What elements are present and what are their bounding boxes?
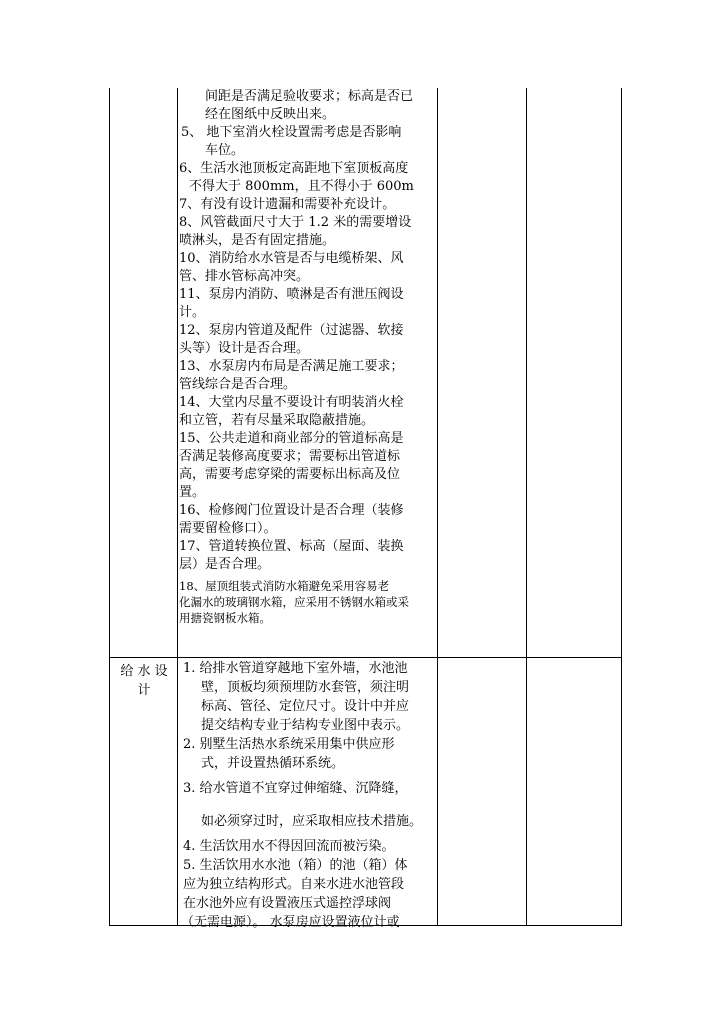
list-item: 10、消防给水水管是否与电缆桥架、风 bbox=[179, 251, 404, 266]
list-item: 14、大堂内尽量不要设计有明装消火栓 bbox=[179, 395, 404, 410]
list-item: 喷淋头，是否有固定措施。 bbox=[179, 233, 336, 248]
table-border-right bbox=[621, 88, 622, 926]
list-item: 8、风管截面尺寸大于 1.2 米的需要增设 bbox=[179, 215, 412, 230]
list-item: 17、管道转换位置、标高（屋面、装换 bbox=[179, 539, 404, 554]
list-item: 2. 别墅生活热水系统采用集中供应形 bbox=[183, 737, 395, 752]
list-item: 应为独立结构形式。自来水进水池管段 bbox=[183, 877, 405, 892]
list-item: 在水池外应有设置液压式遥控浮球阀 bbox=[183, 896, 392, 911]
list-item: 管线综合是否合理。 bbox=[179, 377, 297, 392]
list-item: 壁，顶板均须预埋防水套管，须注明 bbox=[201, 680, 410, 695]
review-items-cell bbox=[179, 88, 437, 626]
list-item: 置。 bbox=[179, 485, 206, 500]
category-label bbox=[111, 662, 177, 700]
list-item: 如必须穿过时，应采取相应技术措施。 bbox=[201, 814, 423, 829]
list-item: 管、排水管标高冲突。 bbox=[179, 269, 310, 284]
list-item: 车位。 bbox=[205, 143, 245, 158]
list-item: 式，并设置热循环系统。 bbox=[201, 756, 345, 771]
list-item: 用搪瓷钢板水箱。 bbox=[179, 611, 271, 625]
list-item: 3. 给水管道不宜穿过伸缩缝、沉降缝， bbox=[183, 781, 408, 796]
table-column-divider bbox=[437, 88, 438, 926]
list-item: （无需电源）。 水泵房应设置液位计或 bbox=[181, 915, 400, 930]
table-column-divider bbox=[526, 88, 527, 926]
list-item: 标高、管径、定位尺寸。设计中并应 bbox=[201, 699, 410, 714]
list-item: 5. 生活饮用水水池（箱）的池（箱）体 bbox=[183, 858, 408, 873]
list-item: 间距是否满足验收要求；标高是否已 bbox=[205, 89, 414, 104]
list-item: 层）是否合理。 bbox=[179, 557, 271, 572]
list-item: 高，需要考虑穿梁的需要标出标高及位 bbox=[179, 467, 401, 482]
list-item: 11、泵房内消防、喷淋是否有泄压阀设 bbox=[179, 287, 404, 302]
table-border-left bbox=[109, 88, 110, 926]
list-item: 16、检修阀门位置设计是否合理（装修 bbox=[179, 503, 404, 518]
row-divider bbox=[109, 657, 622, 658]
list-item: 经在图纸中反映出来。 bbox=[205, 107, 336, 122]
category-label-line: 给 水 设 bbox=[120, 664, 168, 679]
list-item: 6、生活水池顶板定高距地下室顶板高度 bbox=[179, 161, 409, 176]
list-item: 7、有没有设计遗漏和需要补充设计。 bbox=[179, 197, 396, 212]
list-item: 头等）设计是否合理。 bbox=[179, 341, 310, 356]
list-item: 13、水泵房内布局是否满足施工要求； bbox=[179, 359, 404, 374]
list-item: 5、 地下室消火栓设置需考虑是否影响 bbox=[181, 125, 402, 140]
list-item: 和立管，若有尽量采取隐蔽措施。 bbox=[179, 413, 375, 428]
table-column-divider bbox=[177, 88, 178, 926]
list-item: 12、泵房内管道及配件（过滤器、软接 bbox=[179, 323, 404, 338]
water-supply-items-cell bbox=[179, 659, 437, 932]
list-item: 15、公共走道和商业部分的管道标高是 bbox=[179, 431, 404, 446]
list-item: 不得大于 800mm，且不得小于 600m bbox=[189, 179, 414, 194]
list-item: 18、屋顶组装式消防水箱避免采用容易老 bbox=[179, 579, 390, 593]
list-item: 提交结构专业于结构专业图中表示。 bbox=[201, 718, 410, 733]
list-item: 需要留检修口）。 bbox=[179, 521, 277, 536]
list-item: 化漏水的玻璃钢水箱，应采用不锈钢水箱或采 bbox=[179, 595, 409, 609]
list-item: 1. 给排水管道穿越地下室外墙，水池池 bbox=[183, 661, 408, 676]
list-item: 否满足装修高度要求；需要标出管道标 bbox=[179, 449, 401, 464]
list-item: 4. 生活饮用水不得因回流而被污染。 bbox=[183, 839, 395, 854]
category-label-line: 计 bbox=[137, 683, 151, 698]
list-item: 计。 bbox=[179, 305, 206, 320]
